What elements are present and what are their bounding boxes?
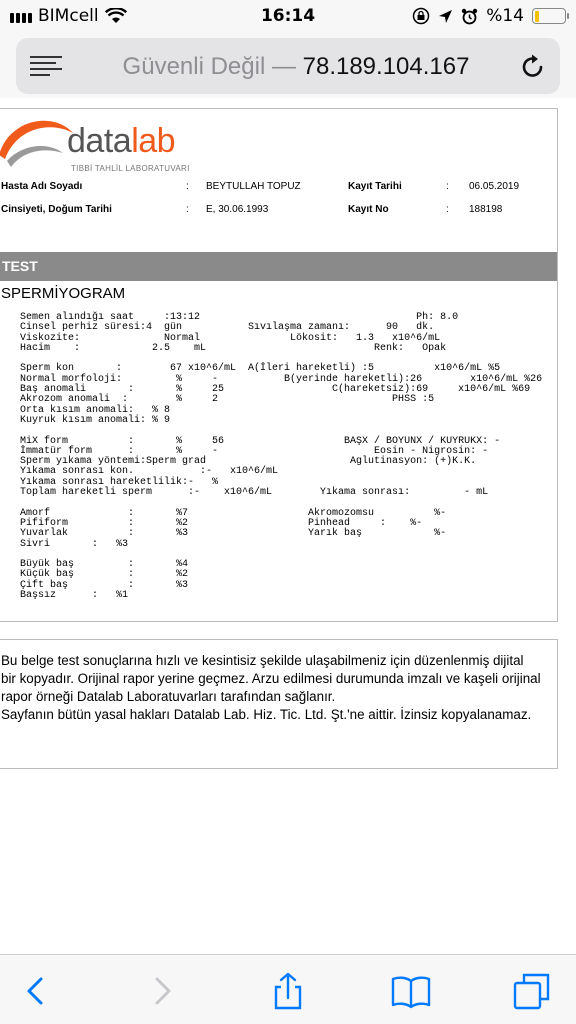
result-line: Kuyruk kısım anomali: % 9: [20, 414, 171, 426]
forward-icon[interactable]: [142, 971, 182, 1011]
patient-name-label: Hasta Adı Soyadı: [1, 181, 83, 192]
url-display[interactable]: [76, 53, 516, 81]
web-page: [0, 98, 576, 954]
reg-no-label: Kayıt No: [348, 204, 389, 215]
result-line: Viskozite: Normal Lökosit: 1.3 x10^6/mL: [20, 332, 441, 344]
notice-text: [1, 652, 541, 724]
results-block: [20, 313, 542, 601]
result-line: MiX form : % 56 BAŞX / BOYUNX / KUYRUKX: -: [20, 435, 501, 447]
notice-paragraph: Bu belge test sonuçlarına hızlı ve kesintisiz şekilde ulaşabilmeniz için düzenlenmiş dijital bir kopyadır. Orijinal rapor yerine geçmez. Arzu edilmesi durumunda imzalı ve kaşeli orijinal rapor örneği Datalab Laboratuvarları tarafından sağlanır.: [1, 653, 541, 704]
status-bar: [0, 0, 576, 34]
logo-subtitle: TIBBİ TAHLİL LABORATUVARI: [71, 164, 190, 173]
test-header-band: TEST: [0, 252, 557, 281]
result-line: Normal morfoloji: % - B(yerinde hareketli):26 x10^6/mL %26: [20, 373, 543, 385]
result-line: Başsız : %1: [20, 590, 129, 602]
share-icon[interactable]: [268, 971, 308, 1011]
section-title: SPERMİYOGRAM: [1, 285, 126, 302]
result-line: Çift baş : %3: [20, 579, 189, 591]
reg-date-value: 06.05.2019: [469, 181, 520, 192]
alarm-icon: [461, 8, 478, 25]
result-line: Hacim : 2.5 mL Renk: Opak: [20, 342, 447, 354]
rotation-lock-icon: [412, 7, 430, 25]
colon: :: [186, 204, 189, 215]
bookmarks-icon[interactable]: [390, 971, 432, 1011]
location-icon: [438, 9, 453, 24]
browser-address-area: [0, 34, 576, 98]
address-bar[interactable]: [16, 38, 560, 94]
battery-icon: [532, 8, 566, 24]
result-line: Cinsel perhiz süresi:4 gün Sıvılaşma zamanı: 90 dk.: [20, 322, 435, 334]
result-line: Sperm kon : 67 x10^6/mL A(İleri hareketli) :5 x10^6/mL %5: [20, 363, 501, 375]
datalab-logo: [0, 111, 191, 181]
security-warning: Güvenli Değil —: [122, 53, 296, 80]
result-line: Amorf : %7 Akromozomsu %-: [20, 507, 447, 519]
reload-icon[interactable]: [518, 52, 548, 82]
notice-box: [0, 639, 558, 769]
report-box: [0, 108, 558, 622]
result-line: Yuvarlak : %3 Yarık baş %-: [20, 528, 447, 540]
carrier-name: BIMcell: [38, 6, 99, 26]
result-line: Küçük baş : %2: [20, 569, 189, 581]
result-line: Yıkama sonrası hareketlilik:- %: [20, 476, 219, 488]
battery-percent: %14: [486, 6, 524, 26]
back-icon[interactable]: [16, 971, 56, 1011]
clock: 16:14: [260, 6, 316, 26]
result-line: Akrozom anomali : % 2 PHSS :5: [20, 394, 435, 406]
sex-dob-label: Cinsiyeti, Doğum Tarihi: [1, 204, 112, 215]
result-line: Baş anomali : % 25 C(hareketsiz):69 x10^6/mL %69: [20, 384, 531, 396]
reader-menu-icon[interactable]: [30, 56, 62, 76]
result-line: İmmatür form : % - Eosin - Nigrosin: -: [20, 445, 489, 457]
result-line: Sivri : %3: [20, 538, 129, 550]
reg-no-value: 188198: [469, 204, 503, 215]
tabs-icon[interactable]: [512, 971, 552, 1011]
browser-toolbar: [0, 954, 576, 1024]
result-line: Semen alındığı saat :13:12 Ph: 8.0: [20, 312, 459, 323]
result-line: Büyük baş : %4: [20, 559, 189, 571]
patient-name-value: BEYTULLAH TOPUZ: [206, 181, 301, 192]
result-line: Sperm yıkama yöntemi:Sperm grad Aglutinasyon: (+)K.K.: [20, 456, 477, 468]
colon: :: [186, 181, 189, 192]
result-line: Orta kısım anomali: % 8: [20, 404, 171, 416]
battery-fill: [535, 11, 539, 22]
logo-wordmark: datalab: [67, 122, 176, 160]
result-line: Yıkama sonrası kon. :- x10^6/mL: [20, 466, 279, 478]
result-line: Toplam hareketli sperm :- x10^6/mL Yıkama sonrası: - mL: [20, 487, 489, 499]
reg-date-label: Kayıt Tarihi: [348, 181, 402, 192]
result-line: Pifiform : %2 Pinhead : %-: [20, 517, 423, 529]
status-indicators: [412, 6, 566, 26]
sex-dob-value: E, 30.06.1993: [206, 204, 269, 215]
notice-paragraph: Sayfanın bütün yasal hakları Datalab Lab. Hiz. Tic. Ltd. Şt.'ne aittir. İzinsiz kopyalanamaz.: [1, 707, 532, 722]
colon: :: [446, 181, 449, 192]
url-host: 78.189.104.167: [302, 53, 470, 80]
colon: :: [446, 204, 449, 215]
